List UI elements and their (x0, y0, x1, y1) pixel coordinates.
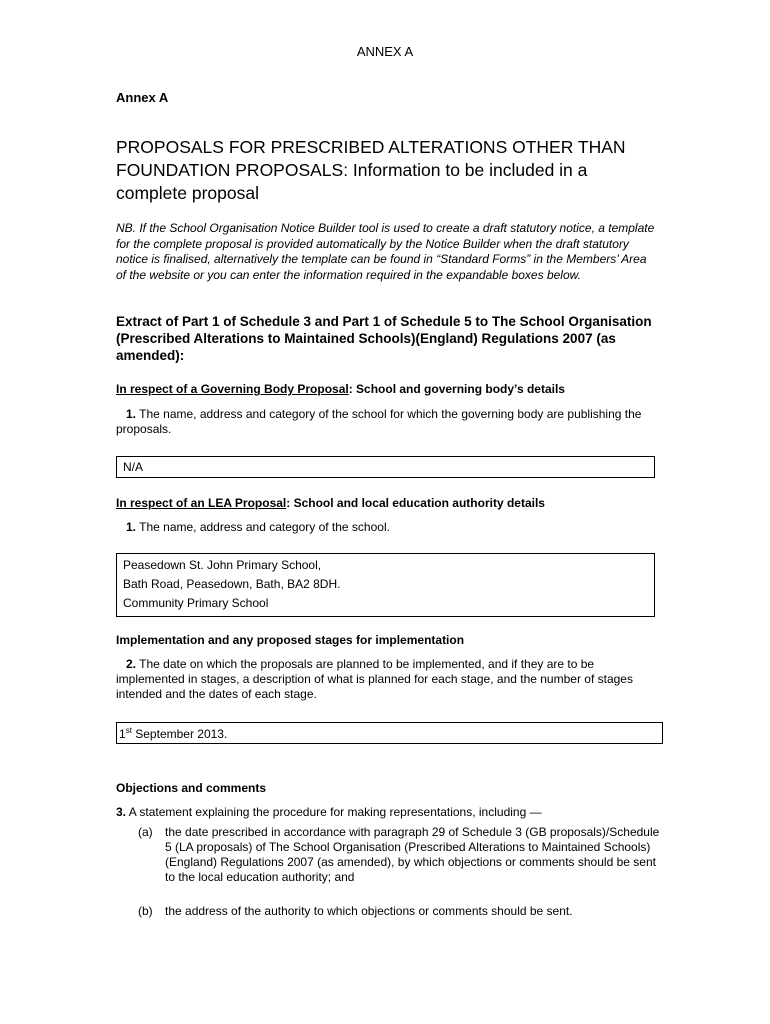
item-number: 1. (126, 407, 137, 421)
implementation-section-heading: Implementation and any proposed stages for implementation (116, 633, 465, 647)
governing-body-heading-underlined: In respect of a Governing Body Proposal (116, 382, 349, 396)
lea-heading-rest: : School and local education authority details (286, 496, 545, 510)
implementation-answer-box[interactable] (116, 722, 663, 744)
item-text: A statement explaining the procedure for making representations, including — (126, 805, 542, 819)
objections-item-3 (116, 805, 656, 820)
school-name-line: Peasedown St. John Primary School, (123, 558, 322, 572)
item-text: The name, address and category of the school for which the governing body are publishing the proposals. (116, 407, 642, 436)
item-number: 2. (126, 657, 137, 671)
list-marker: (b) (138, 904, 153, 918)
document-title: PROPOSALS FOR PRESCRIBED ALTERATIONS OTHER THAN FOUNDATION PROPOSALS: Information to be included in a complete proposal (116, 137, 626, 203)
lea-heading-underlined: In respect of an LEA Proposal (116, 496, 287, 510)
list-text: the address of the authority to which objections or comments should be sent. (165, 904, 573, 918)
governing-body-section-heading (116, 382, 565, 396)
item-number: 1. (126, 520, 137, 534)
governing-body-answer-box[interactable] (116, 456, 655, 478)
school-address-line: Bath Road, Peasedown, Bath, BA2 8DH. (123, 577, 341, 591)
running-header: ANNEX A (356, 44, 414, 59)
list-marker: (a) (138, 825, 153, 839)
governing-body-heading-rest: : School and governing body’s details (348, 382, 565, 396)
lea-section-heading (116, 496, 545, 510)
list-text: the date prescribed in accordance with paragraph 29 of Schedule 3 (GB proposals)/Schedule 5 (LA proposals) of The School Organisation (Prescribed Alterations to Maintained Schools) (England) Regulations 2007 (as amended), by which objections or comments should be sent to the local education authority; and (165, 825, 660, 884)
item-text: The name, address and category of the school. (136, 520, 390, 534)
implementation-date: 1st September 2013. (119, 726, 228, 741)
objections-section-heading: Objections and comments (116, 781, 267, 795)
lea-item-1 (116, 520, 656, 535)
school-category-line: Community Primary School (123, 596, 269, 610)
annex-label: Annex A (116, 90, 169, 105)
governing-body-item-1 (116, 407, 656, 437)
lea-answer-box[interactable] (116, 553, 655, 617)
notice-builder-note: NB. If the School Organisation Notice Builder tool is used to create a draft statutory notice, a template for the complete proposal is provided automatically by the Notice Builder when the draft statutory notice is finalised, alternatively the template can be found in “Standard Forms” in the Members’ Area of the website or you can enter the information required in the expandable boxes below. (116, 221, 655, 282)
item-text: The date on which the proposals are planned to be implemented, and if they are to be implemented in stages, a description of what is planned for each stage, and the number of stages intended and the dates of each stage. (116, 657, 633, 701)
answer-text: N/A (123, 460, 144, 474)
implementation-item-2 (116, 657, 656, 702)
item-number: 3. (116, 805, 127, 819)
regulations-extract-heading: Extract of Part 1 of Schedule 3 and Part 1 of Schedule 5 to The School Organisation (Prescribed Alterations to Maintained Schools)(England) Regulations 2007 (as amended): (116, 314, 652, 363)
